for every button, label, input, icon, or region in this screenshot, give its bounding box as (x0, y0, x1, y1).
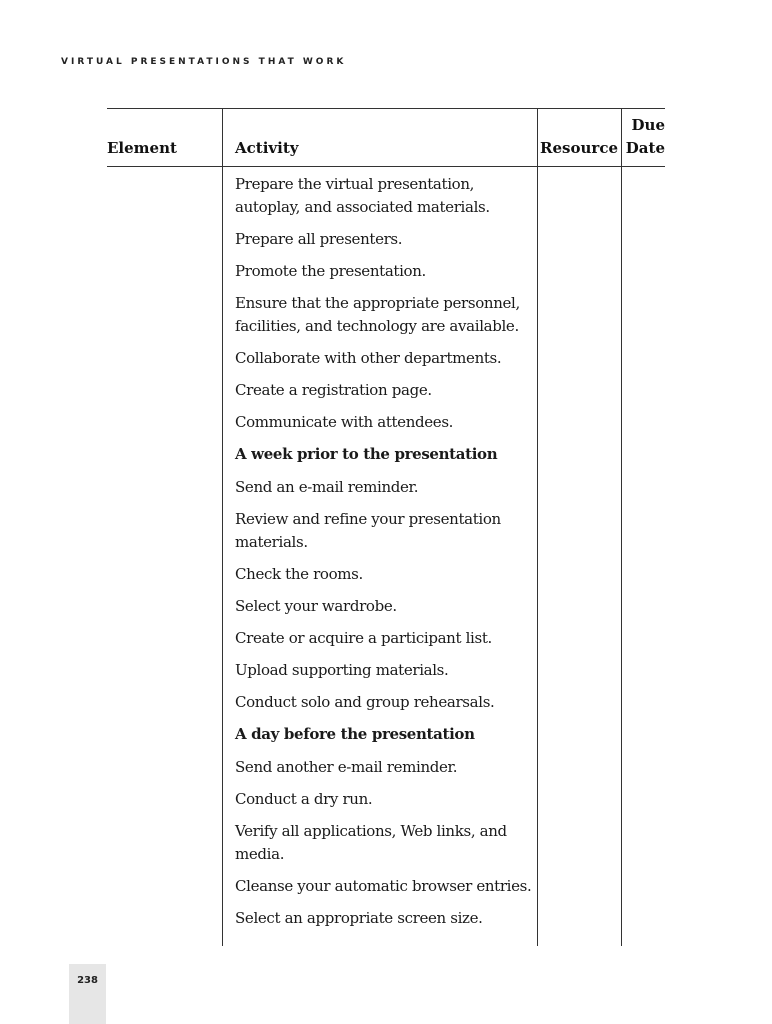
column-header-resource: Resource (540, 139, 618, 157)
activity-item: Review and refine your presentation materials. (235, 510, 501, 551)
activity-list (235, 173, 537, 939)
page-number: 238 (77, 975, 98, 986)
page-number-tab (69, 964, 106, 1024)
activity-item: Cleanse your automatic browser entries. (235, 877, 532, 895)
activity-item: Prepare all presenters. (235, 230, 403, 248)
activity-item: Upload supporting materials. (235, 661, 449, 679)
table-header-rule (107, 166, 665, 167)
activity-item: Communicate with attendees. (235, 413, 454, 431)
activity-item: Send an e-mail reminder. (235, 478, 419, 496)
column-header-activity: Activity (235, 139, 299, 157)
activity-item: Select an appropriate screen size. (235, 909, 483, 927)
running-head: VIRTUAL PRESENTATIONS THAT WORK (61, 57, 347, 67)
checklist-table (107, 108, 665, 946)
section-heading: A week prior to the presentation (235, 445, 498, 463)
table-top-rule (107, 108, 665, 109)
activity-item: Check the rooms. (235, 565, 363, 583)
activity-item: Conduct a dry run. (235, 790, 373, 808)
column-header-element: Element (107, 139, 177, 157)
activity-item: Select your wardrobe. (235, 597, 397, 615)
section-heading: A day before the presentation (235, 725, 475, 743)
activity-item: Create or acquire a participant list. (235, 629, 492, 647)
column-divider-due-date (621, 108, 622, 946)
activity-item: Promote the presentation. (235, 262, 426, 280)
column-header-due-date (625, 114, 665, 160)
column-divider-resource (537, 108, 538, 946)
activity-item: Send another e-mail reminder. (235, 758, 458, 776)
activity-item: Collaborate with other departments. (235, 349, 502, 367)
activity-item: Verify all applications, Web links, and media. (235, 822, 507, 863)
column-header-due: Due (631, 116, 665, 134)
activity-item: Conduct solo and group rehearsals. (235, 693, 495, 711)
column-header-date: Date (625, 139, 665, 157)
activity-item: Prepare the virtual presentation, autoplay, and associated materials. (235, 175, 490, 216)
column-divider-activity (222, 108, 223, 946)
activity-item: Create a registration page. (235, 381, 432, 399)
activity-item: Ensure that the appropriate personnel, facilities, and technology are available. (235, 294, 520, 335)
